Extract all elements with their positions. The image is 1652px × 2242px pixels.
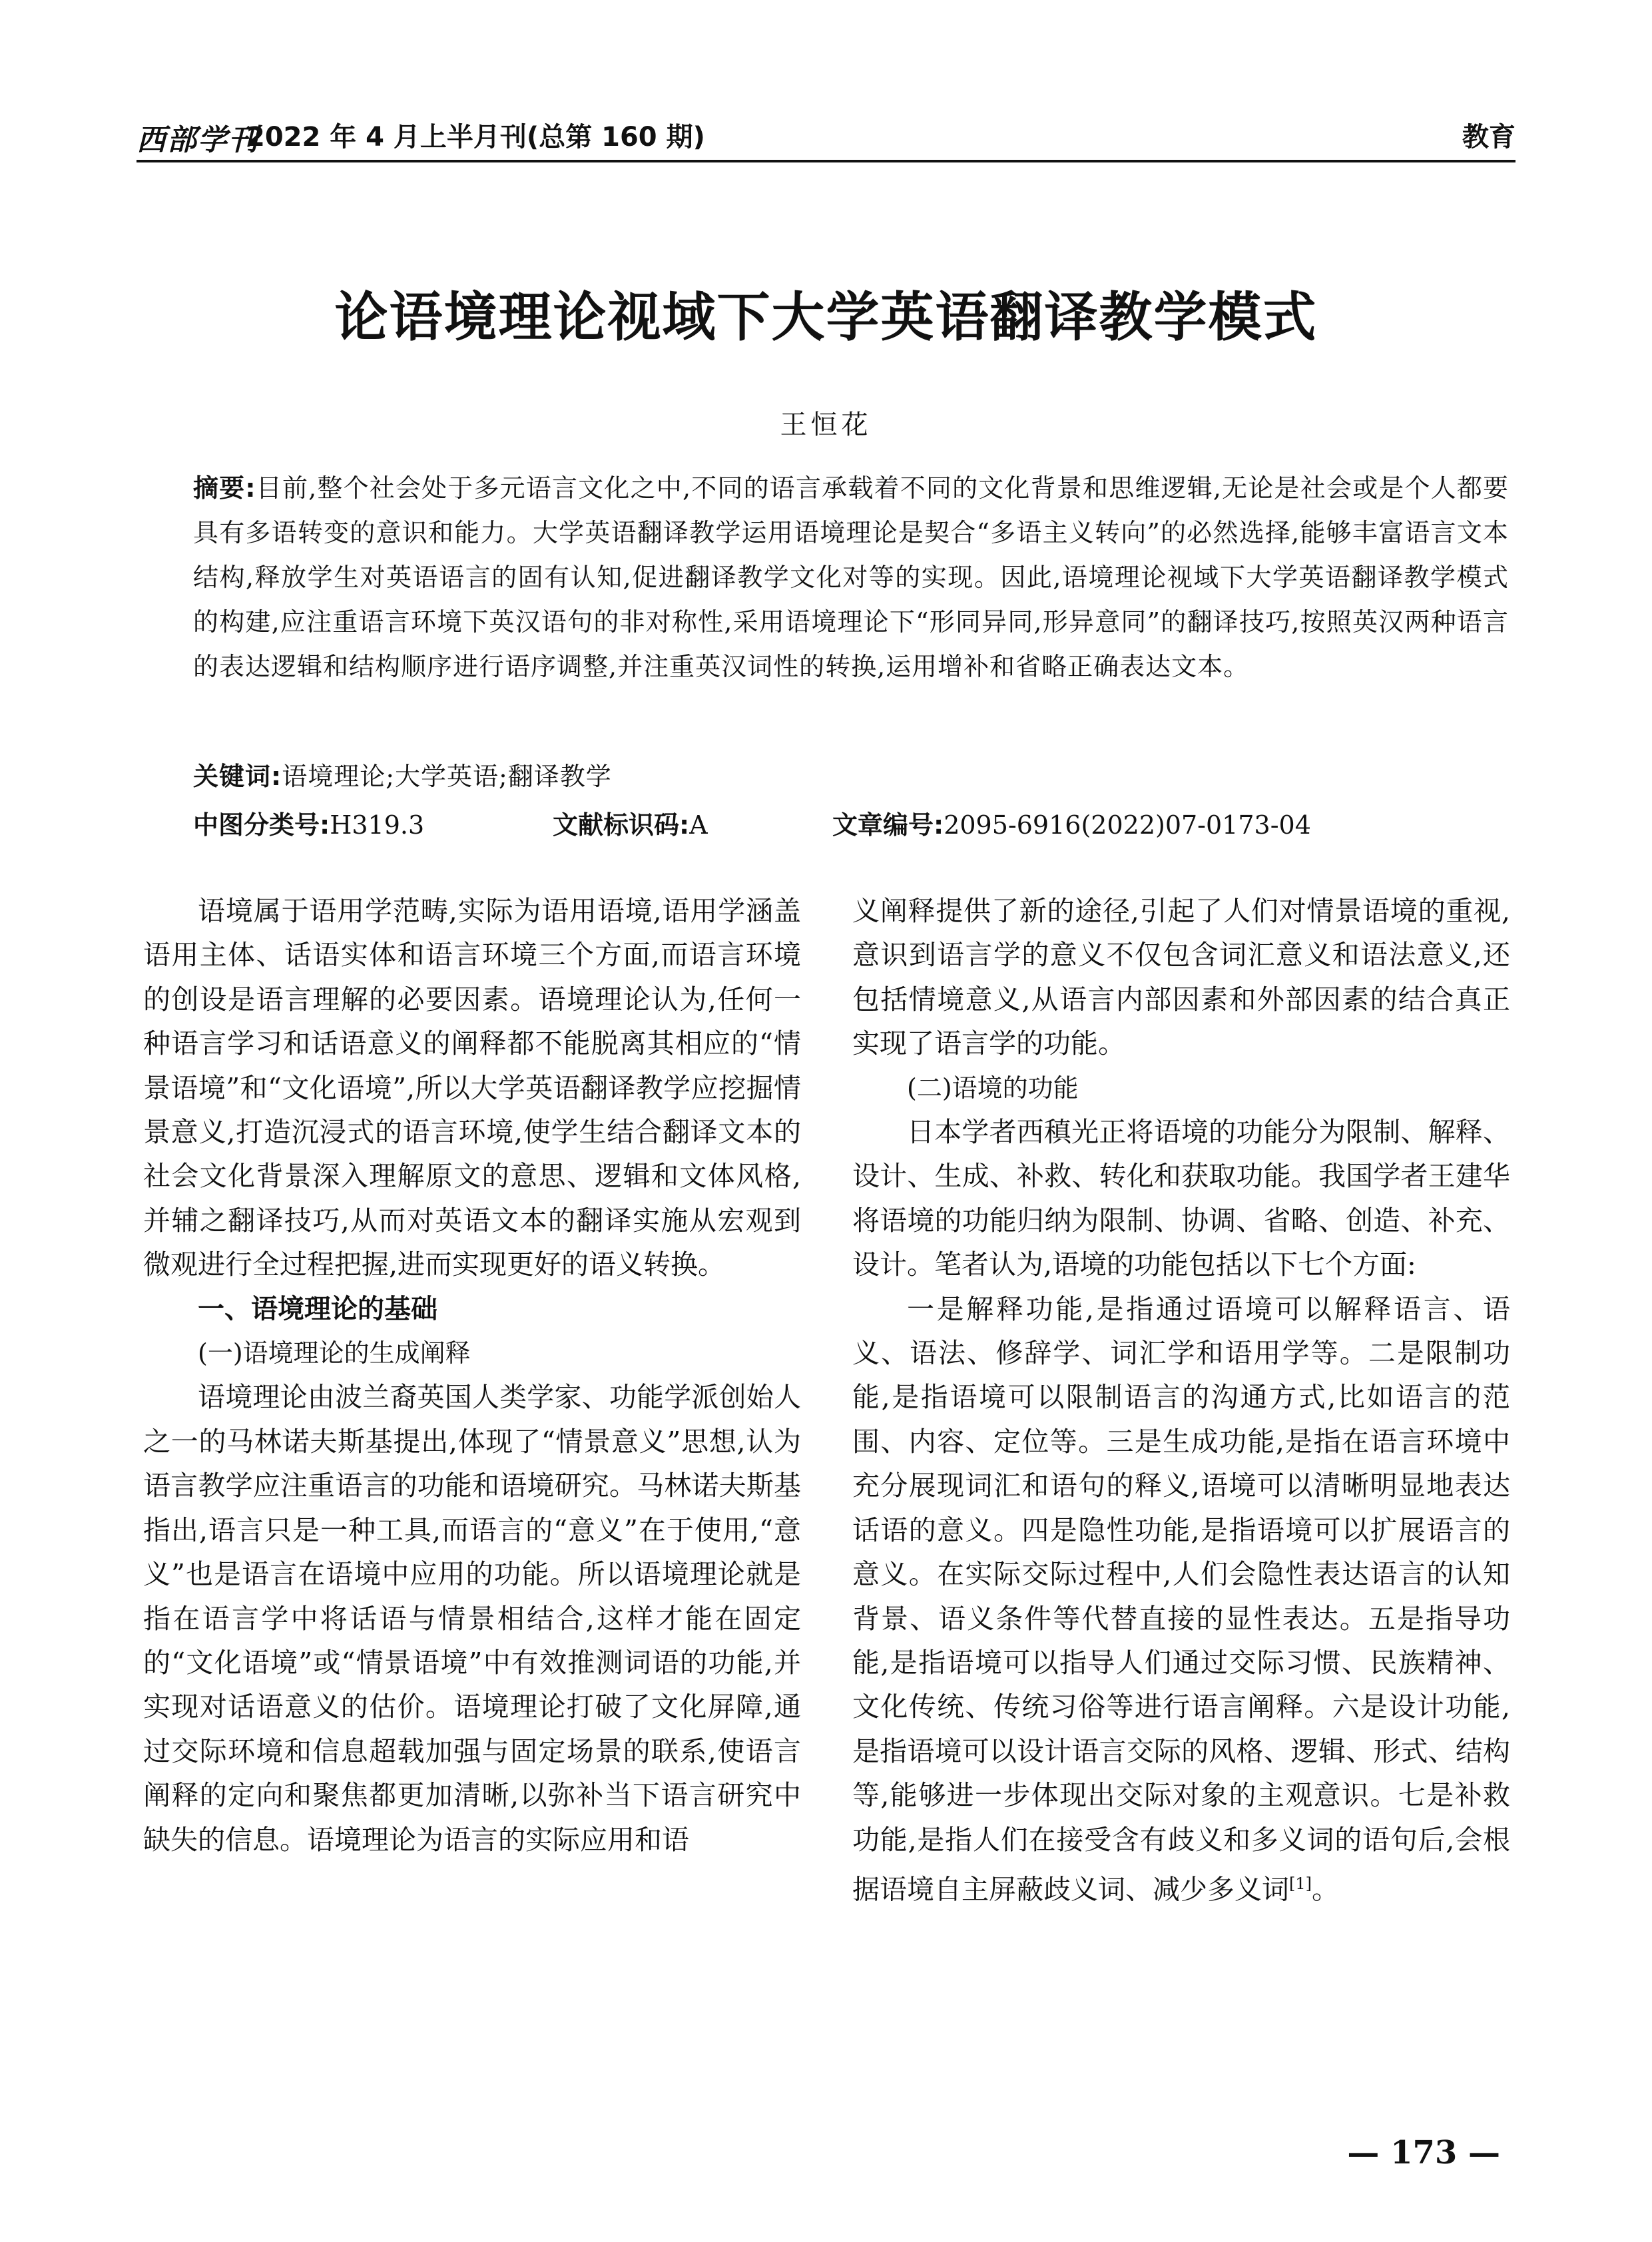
right-column bbox=[852, 889, 1510, 1912]
journal-issue: 2022 年 4 月上半月刊(总第 160 期) bbox=[246, 122, 705, 152]
abstract bbox=[193, 466, 1509, 689]
body-paragraph: 语境理论由波兰裔英国人类学家、功能学派创始人之一的马林诺夫斯基提出,体现了“情景意义”思想,认为语言教学应注重语言的功能和语境研究。马林诺夫斯基指出,语言只是一种工具,而语言的“意义”在于使用,“意义”也是语言在语境中应用的功能。所以语境理论就是指在语言学中将话语与情景相结合,这样才能在固定的“文化语境”或“情景语境”中有效推测词语的功能,并实现对话语意义的估价。语境理论打破了文化屏障,通过交际环境和信息超载加强与固定场景的联系,使语言阐释的定向和聚焦都更加清晰,以弥补当下语言研究中缺失的信息。语境理论为语言的实际应用和语 bbox=[143, 1381, 801, 1856]
section-heading: 一、语境理论的基础 bbox=[198, 1293, 437, 1324]
body-paragraph: 语境属于语用学范畴,实际为语用语境,语用学涵盖语用主体、话语实体和语言环境三个方面,而语言环境的创设是语言理解的必要因素。语境理论认为,任何一种语言学习和话语意义的阐释都不能脱离其相应的“情景语境”和“文化语境”,所以大学英语翻译教学应挖掘情景意义,打造沉浸式的语言环境,使学生结合翻译文本的社会文化背景深入理解原文的意思、逻辑和文体风格,并辅之翻译技巧,从而对英语文本的翻译实施从宏观到微观进行全过程把握,进而实现更好的语义转换。 bbox=[143, 895, 801, 1281]
article-number-value: 2095-6916(2022)07-0173-04 bbox=[944, 810, 1311, 840]
section-label: 教育 bbox=[1462, 122, 1515, 152]
article-title: 论语境理论视域下大学英语翻译教学模式 bbox=[334, 286, 1318, 348]
keywords-label: 关键词: bbox=[193, 762, 282, 791]
abstract-label: 摘要: bbox=[193, 473, 256, 503]
article-author: 王恒花 bbox=[780, 410, 872, 440]
body-paragraph: 日本学者西稹光正将语境的功能分为限制、解释、设计、生成、补救、转化和获取功能。我国学者王建华将语境的功能归纳为限制、协调、省略、创造、补充、设计。笔者认为,语境的功能包括以下七个方面: bbox=[852, 1116, 1510, 1281]
body-paragraph bbox=[852, 1287, 1510, 1912]
keywords-text: 语境理论;大学英语;翻译教学 bbox=[282, 762, 612, 791]
abstract-text: 目前,整个社会处于多元语言文化之中,不同的语言承载着不同的文化背景和思维逻辑,无论是社会或是个人都要具有多语转变的意识和能力。大学英语翻译教学运用语境理论是契合“多语主义转向”的必然选择,能够丰富语言文本结构,释放学生对英语语言的固有认知,促进翻译教学文化对等的实现。因此,语境理论视域下大学英语翻译教学模式的构建,应注重语言环境下英汉语句的非对称性,采用语境理论下“形同异同,形异意同”的翻译技巧,按照英汉两种语言的表达逻辑和结构顺序进行语序调整,并注重英汉词性的转换,运用增补和省略正确表达文本。 bbox=[193, 473, 1510, 681]
article-number-label: 文章编号: bbox=[832, 810, 944, 840]
running-header bbox=[137, 112, 1515, 162]
doc-code bbox=[553, 804, 708, 841]
page-number: — 173 — bbox=[1347, 2134, 1500, 2171]
keywords bbox=[193, 756, 612, 792]
clc-label: 中图分类号: bbox=[193, 810, 330, 840]
citation-mark[interactable]: [1] bbox=[1289, 1874, 1312, 1893]
doc-value: A bbox=[689, 810, 708, 840]
doc-label: 文献标识码: bbox=[553, 810, 690, 840]
clc-number bbox=[193, 804, 424, 841]
paragraph-end: 。 bbox=[1312, 1873, 1339, 1906]
journal-logo: 西部学刊 bbox=[137, 123, 259, 157]
subsection-heading: (二)语境的功能 bbox=[907, 1073, 1079, 1103]
left-column bbox=[143, 889, 801, 1862]
body-paragraph: 义阐释提供了新的途径,引起了人们对情景语境的重视,意识到语言学的意义不仅包含词汇意义和语法意义,还包括情境意义,从语言内部因素和外部因素的结合真正实现了语言学的功能。 bbox=[852, 895, 1510, 1060]
subsection-heading: (一)语境理论的生成阐释 bbox=[198, 1338, 471, 1368]
article-number bbox=[832, 804, 1311, 841]
paragraph-text: 一是解释功能,是指通过语境可以解释语言、语义、语法、修辞学、词汇学和语用学等。二是限制功能,是指语境可以限制语言的沟通方式,比如语言的范围、内容、定位等。三是生成功能,是指在语言环境中充分展现词汇和语句的释义,语境可以清晰明显地表达话语的意义。四是隐性功能,是指语境可以扩展语言的意义。在实际交际过程中,人们会隐性表达语言的认知背景、语义条件等代替直接的显性表达。五是指导功能,是指语境可以指导人们通过交际习惯、民族精神、文化传统、传统习俗等进行语言阐释。六是设计功能,是指语境可以设计语言交际的风格、逻辑、形式、结构等,能够进一步体现出交际对象的主观意识。七是补救功能,是指人们在接受含有歧义和多义词的语句后,会根据语境自主屏蔽歧义词、减少多义词 bbox=[852, 1292, 1510, 1906]
clc-value: H319.3 bbox=[330, 810, 425, 840]
